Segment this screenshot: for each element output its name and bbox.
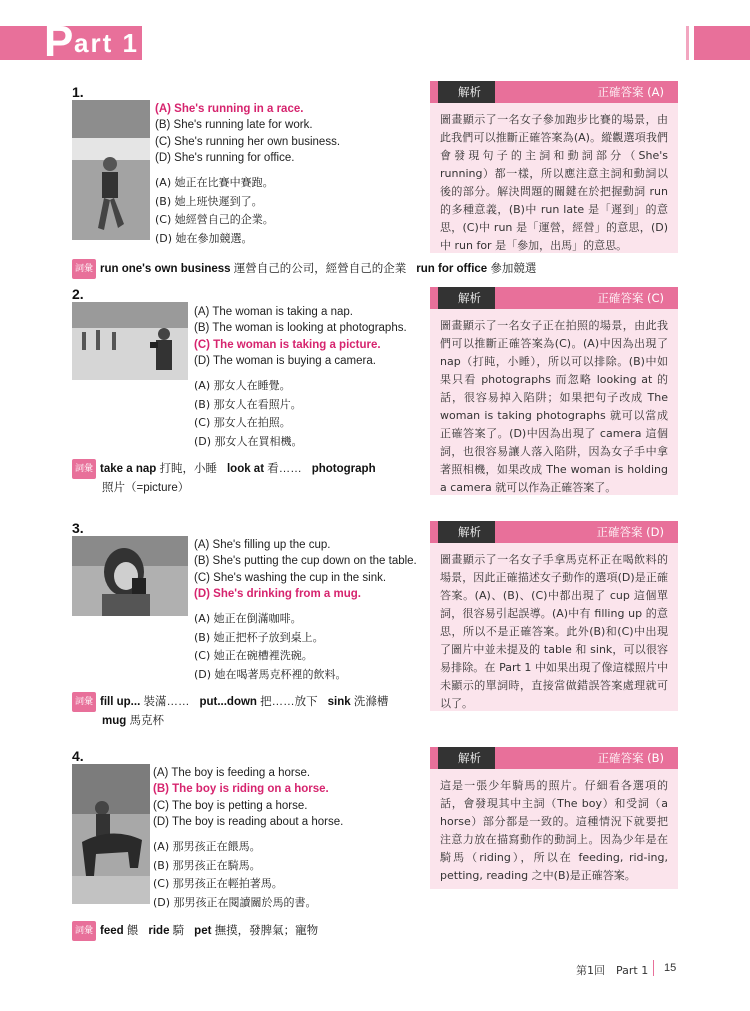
translation-d: (D) 她在喝著馬克杯裡的飲料。 <box>194 667 347 681</box>
answer-options <box>194 304 434 451</box>
vocab-def: 參加競選 <box>490 263 537 275</box>
explanation-label: 解析 <box>438 287 495 309</box>
vocab-term: feed <box>100 925 124 937</box>
vocab-def: 看…… <box>267 463 302 475</box>
vocab-term: photograph <box>311 463 376 475</box>
translation-c: (C) 她經營自己的企業。 <box>155 213 274 227</box>
vocab-tag: 詞彙 <box>72 921 96 941</box>
translation-d: (D) 那男孩正在閱讀關於馬的書。 <box>153 895 317 909</box>
translation-b: (B) 那男孩正在騎馬。 <box>153 858 261 872</box>
option-c: (C) The boy is petting a horse. <box>153 799 308 812</box>
footer-divider <box>653 960 654 976</box>
question-photo-mug <box>72 536 188 616</box>
header-divider <box>686 26 689 60</box>
vocab-def: 撫摸，發脾氣；寵物 <box>214 925 319 937</box>
vocab-term: take a nap <box>100 463 157 475</box>
vocabulary-line <box>72 921 412 941</box>
question-number: 3. <box>72 520 84 536</box>
explanation-text: 這是一張少年騎馬的照片。仔細看各選項的話，會發現其中主詞（The boy）和受詞（a horse）部分都是一致的。這種情況下就要把注意力放在描寫動作的動詞上。因為少年是在騎馬（riding），所以在 feeding, rid-ing, petting, reading 之中(B)是正確答案。 <box>440 779 668 882</box>
vocab-def: 馬克杯 <box>129 715 164 727</box>
explanation-box <box>430 747 678 889</box>
header-right-tab <box>694 26 750 60</box>
option-b: (B) The boy is riding on a horse. <box>153 783 329 796</box>
vocab-def: 把……放下 <box>260 696 318 708</box>
translation-a: (A) 那女人在睡覺。 <box>194 379 291 393</box>
option-b: (B) The woman is looking at photographs. <box>194 322 407 335</box>
explanation-label: 解析 <box>438 747 495 769</box>
vocab-tag: 詞彙 <box>72 692 96 712</box>
correct-answer: 正確答案 (A) <box>597 85 664 99</box>
vocab-term: put...down <box>199 696 257 708</box>
option-d: (D) The boy is reading about a horse. <box>153 815 344 828</box>
explanation-header <box>430 747 678 769</box>
explanation-header <box>430 287 678 309</box>
translation-c: (C) 那男孩正在輕拍著馬。 <box>153 877 283 891</box>
explanation-box <box>430 81 678 253</box>
vocab-def: 騎 <box>172 925 185 937</box>
translation-a: (A) 她正在倒滿咖啡。 <box>194 612 302 626</box>
correct-answer: 正確答案 (D) <box>596 525 664 539</box>
vocab-term: pet <box>194 925 212 937</box>
option-d: (D) She's drinking from a mug. <box>194 587 361 600</box>
translation-d: (D) 她在參加競選。 <box>155 231 253 245</box>
translation-b: (B) 她上班快遲到了。 <box>155 194 263 208</box>
explanation-box <box>430 287 678 495</box>
explanation-header <box>430 81 678 103</box>
vocabulary-line <box>72 692 412 730</box>
vocab-term: ride <box>148 925 170 937</box>
vocab-term: look at <box>226 463 265 475</box>
vocab-tag: 詞彙 <box>72 259 96 279</box>
translation-a: (A) 她正在比賽中賽跑。 <box>155 176 274 190</box>
option-d: (D) She's running for office. <box>155 151 295 164</box>
option-c: (C) She's running her own business. <box>155 135 341 148</box>
explanation-label: 解析 <box>438 521 495 543</box>
question-number: 4. <box>72 748 84 764</box>
page-number: 15 <box>664 962 677 974</box>
question-photo-camera <box>72 302 188 380</box>
explanation-text: 圖畫顯示了一名女子參加跑步比賽的場景，由此我們可以推斷正確答案為(A)。縱觀選項我們會發現句子的主詞和動詞部分（She's running）都一樣，所以應注意主詞和動詞以後的部分。解決問題的關鍵在於把握動詞 run 的多種意義，(B)中 run late 是「遲到」的意思，(C)中 run 是「運營，經營」的意思，(D)中 run for 是「參加，出馬」的意思。 <box>440 113 668 252</box>
option-c: (C) She's washing the cup in the sink. <box>194 571 387 584</box>
vocab-tag: 詞彙 <box>72 459 96 479</box>
answer-options <box>155 101 425 248</box>
option-a: (A) The boy is feeding a horse. <box>153 767 311 779</box>
question-number: 1. <box>72 84 84 100</box>
option-d: (D) The woman is buying a camera. <box>194 354 376 367</box>
vocab-def: 打盹，小睡 <box>159 463 217 475</box>
translation-b: (B) 她正把杯子放到桌上。 <box>194 630 324 644</box>
vocab-def: 照片（=picture） <box>102 482 190 494</box>
option-b: (B) She's putting the cup down on the table. <box>194 555 417 568</box>
explanation-header <box>430 521 678 543</box>
translation-a: (A) 那男孩正在餵馬。 <box>153 840 261 854</box>
vocabulary-line <box>72 459 412 497</box>
part-title-letter: P <box>44 17 74 66</box>
footer-section: 第1回 Part 1 <box>576 964 649 977</box>
explanation-text: 圖畫顯示了一名女子正在拍照的場景，由此我們可以推斷正確答案為(C)。(A)中因為出現了 nap（打盹，小睡），所以可以排除。(B)中如果只看 photographs 而忽略 looking at 的話，很容易掉入陷阱；如果把句子改成 The woman is taking photographs 就可以當成正確答案了。(D)中因為出現了 camera 這個詞，也很容易讓人落入陷阱，因為女子手中拿著照相機，如果改成 The woman is holding a camera 就可以作為正確答案了。 <box>440 319 668 494</box>
translation-c: (C) 那女人在拍照。 <box>194 416 291 430</box>
part-title: art 1 <box>74 28 139 58</box>
vocab-term: run for office <box>416 263 488 275</box>
question-photo-runner <box>72 100 150 240</box>
vocab-term: fill up... <box>100 696 141 708</box>
vocab-term: mug <box>102 715 127 727</box>
explanation-label: 解析 <box>438 81 495 103</box>
correct-answer: 正確答案 (B) <box>597 751 664 765</box>
answer-options <box>194 537 434 684</box>
vocab-def: 餵 <box>126 925 139 937</box>
vocab-term: sink <box>327 696 351 708</box>
option-b: (B) She's running late for work. <box>155 119 313 132</box>
translation-d: (D) 那女人在買相機。 <box>194 434 303 448</box>
explanation-text: 圖畫顯示了一名女子手拿馬克杯正在喝飲料的場景，因此正確描述女子動作的選項(D)是正確答案。(A)、(B)、(C)中都出現了 cup 這個單詞，很容易引起誤導。(A)中有 filling up 的意思，所以不是正確答案。此外(B)和(C)中出現了圖片中並未提及的 table 和 sink，可以很容易排除。在 Part 1 中如果出現了像這樣照片中未顯示的單詞時，直接當做錯誤答案處理就可以了。 <box>440 553 668 710</box>
vocab-def: 裝滿…… <box>143 696 190 708</box>
translation-c: (C) 她正在碗槽裡洗碗。 <box>194 649 313 663</box>
question-number: 2. <box>72 286 84 302</box>
translation-b: (B) 那女人在看照片。 <box>194 397 302 411</box>
option-a: (A) The woman is taking a nap. <box>194 306 353 318</box>
option-a: (A) She's running in a race. <box>155 103 304 115</box>
option-c: (C) The woman is taking a picture. <box>194 338 381 351</box>
vocab-def: 運營自己的公司，經營自己的企業 <box>233 263 407 275</box>
question-photo-horse <box>72 764 150 904</box>
correct-answer: 正確答案 (C) <box>597 291 664 305</box>
explanation-box <box>430 521 678 711</box>
option-a: (A) She's filling up the cup. <box>194 539 331 551</box>
answer-options <box>153 765 423 912</box>
vocab-def: 洗滌槽 <box>353 696 389 708</box>
vocab-term: run one's own business <box>100 263 231 275</box>
